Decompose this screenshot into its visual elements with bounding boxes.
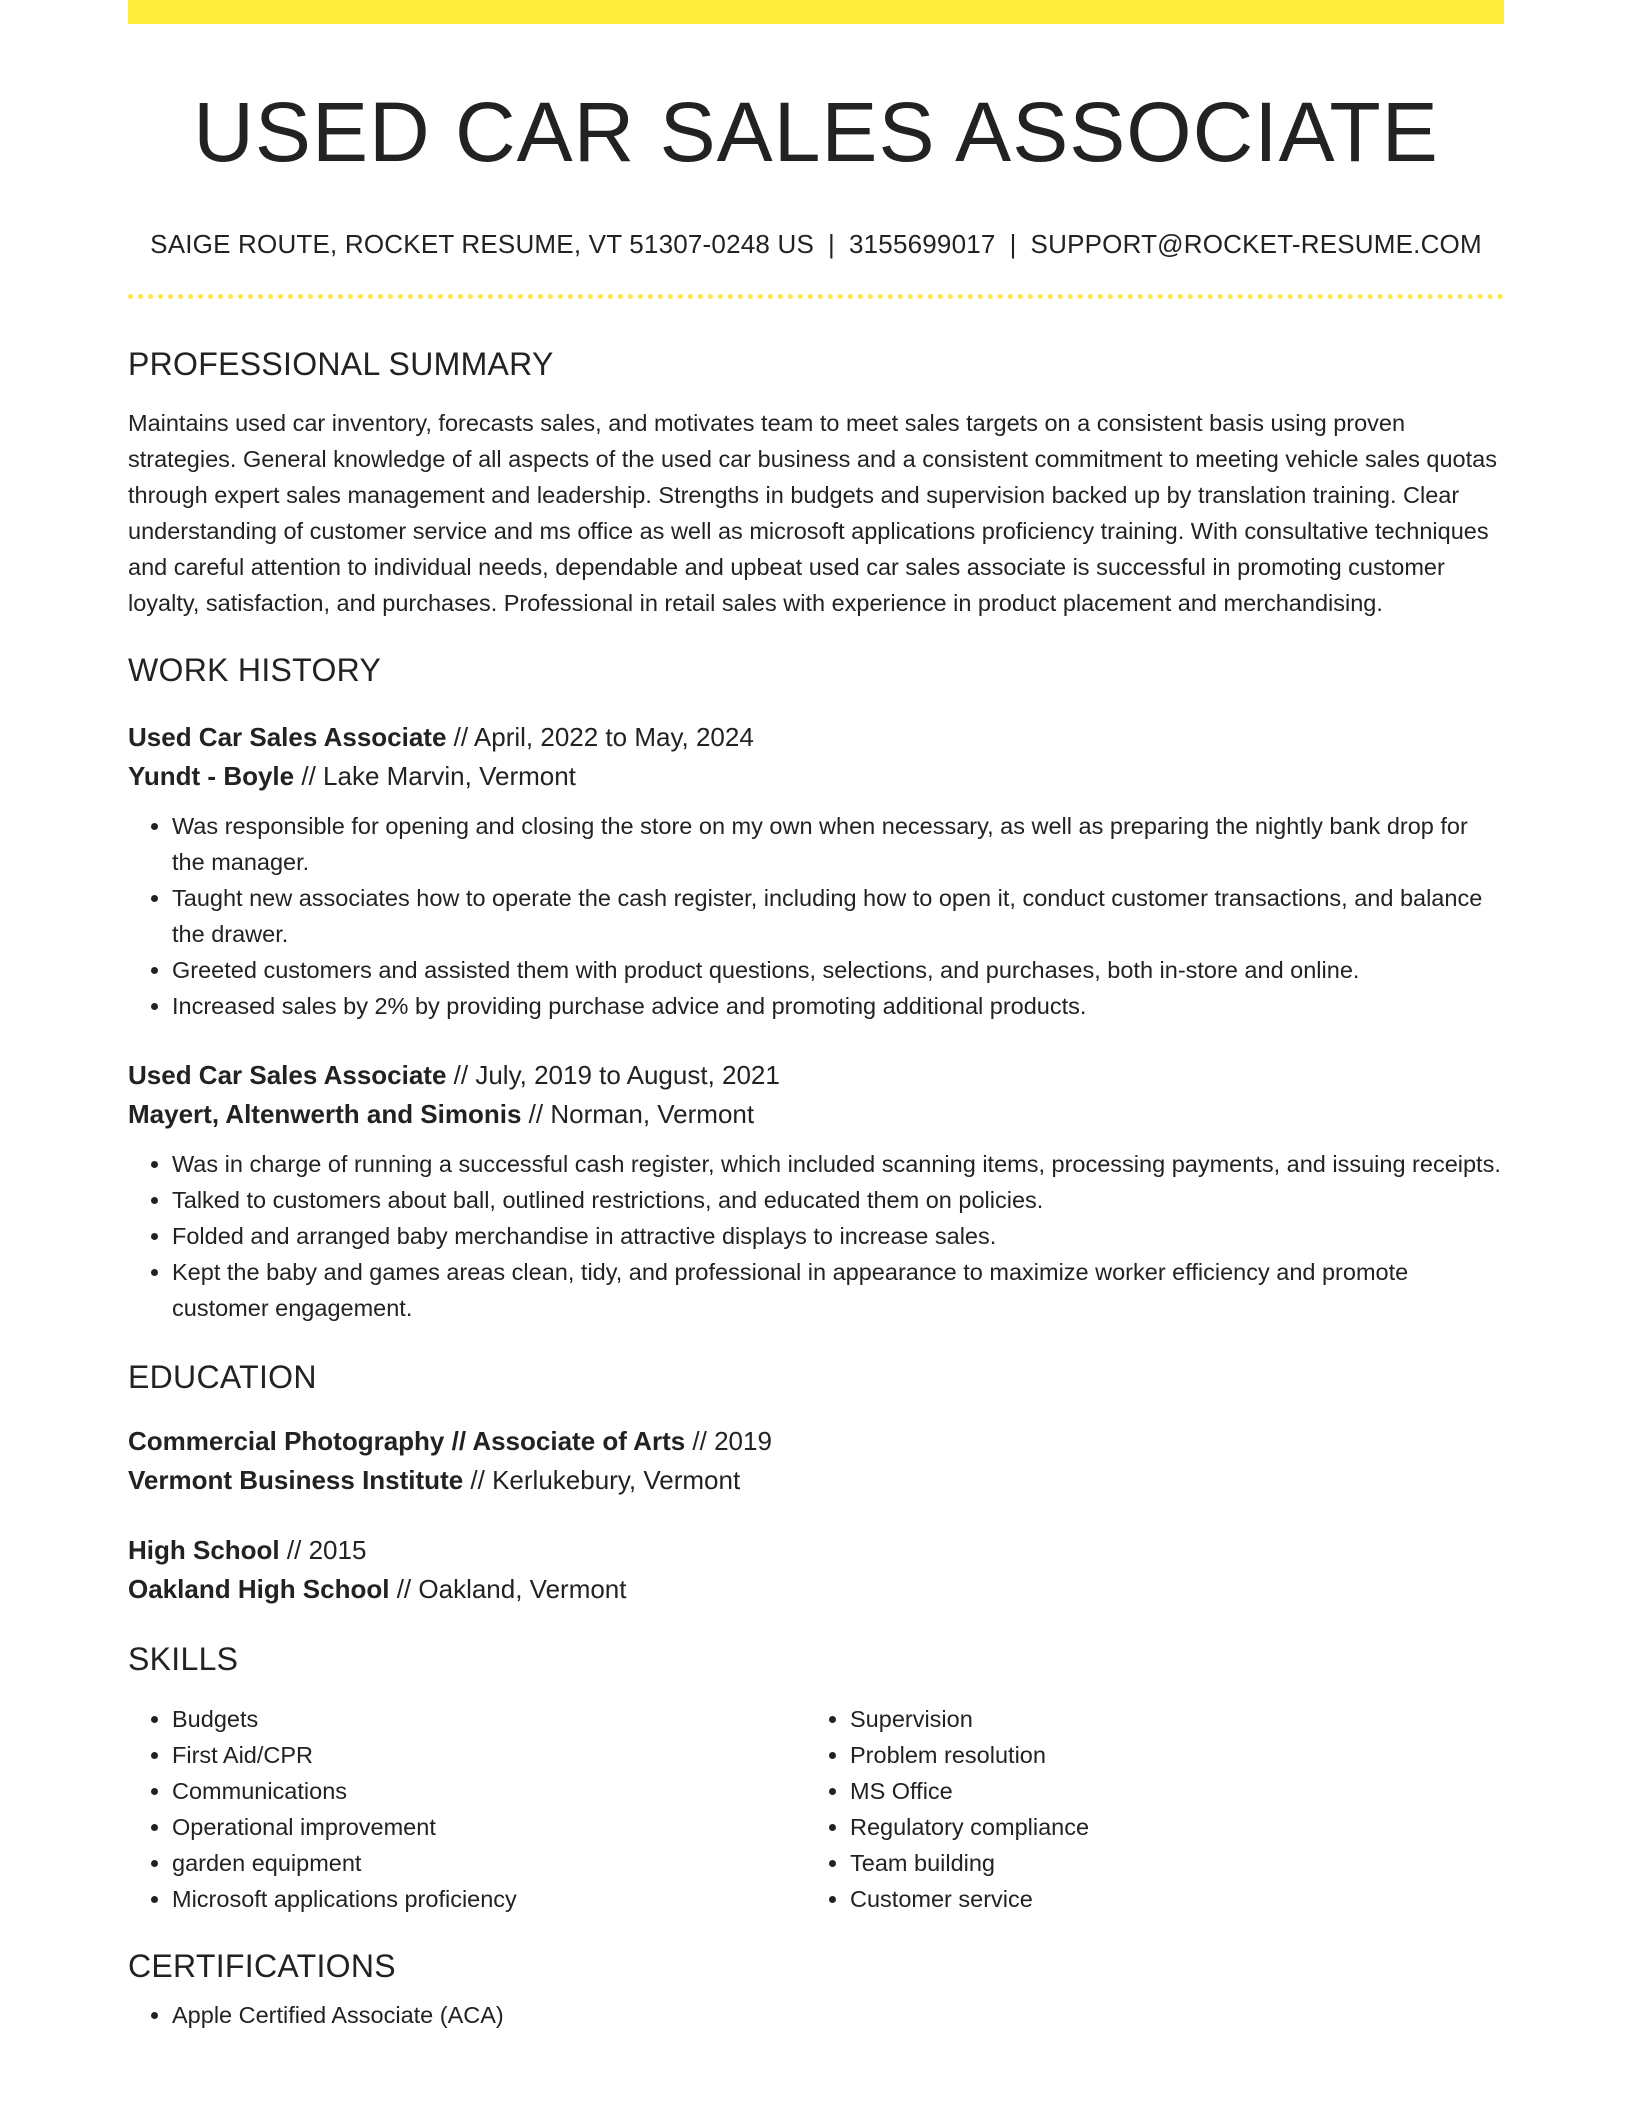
contact-phone: 3155699017 (848, 228, 996, 259)
job-location: // Norman, Vermont (521, 1098, 755, 1129)
job-header (128, 718, 1504, 796)
education-degree: High School (128, 1535, 280, 1566)
job-bullet: • Talked to customers about ball, outlined restrictions, and educated them on policies. (172, 1182, 1504, 1218)
skill-item: • Communications (172, 1773, 806, 1809)
job-entry (128, 1056, 1504, 1326)
work-history-heading: WORK HISTORY (128, 652, 382, 689)
education-heading: EDUCATION (128, 1358, 317, 1395)
education-entry (128, 1531, 1504, 1608)
job-bullet: • Greeted customers and assisted them with product questions, selections, and purchases, both in-store and online. (172, 952, 1504, 988)
job-bullet: • Was in charge of running a successful cash register, which included scanning items, processing payments, and issuing receipts. (172, 1146, 1504, 1182)
job-bullet: • Taught new associates how to operate the cash register, including how to open it, conduct customer transactions, and balance the drawer. (172, 880, 1504, 952)
contact-address: SAIGE ROUTE, ROCKET RESUME, VT 51307-0248 US (150, 228, 814, 259)
education-school: Vermont Business Institute (128, 1464, 464, 1495)
skills-list-right (806, 1701, 1484, 1917)
skill-item: • Supervision (850, 1701, 1484, 1737)
job-bullet: • Folded and arranged baby merchandise in attractive displays to increase sales. (172, 1218, 1504, 1254)
skill-item: • Customer service (850, 1881, 1484, 1917)
education-school: Oakland High School (128, 1573, 390, 1604)
education-year: // 2015 (279, 1535, 367, 1566)
skill-item: • Regulatory compliance (850, 1809, 1484, 1845)
certifications-section (128, 1947, 1504, 2033)
education-year: // 2019 (685, 1426, 772, 1457)
job-location: // Lake Marvin, Vermont (294, 760, 576, 791)
contact-email: SUPPORT@ROCKET-RESUME.COM (1030, 228, 1482, 259)
skill-item: • Microsoft applications proficiency (172, 1881, 806, 1917)
summary-heading: PROFESSIONAL SUMMARY (128, 345, 554, 382)
resume-page (128, 0, 1504, 2033)
skills-list-left (128, 1701, 806, 1917)
skill-item: • garden equipment (172, 1845, 806, 1881)
job-bullets (128, 1146, 1504, 1326)
skill-item: • MS Office (850, 1773, 1484, 1809)
certifications-list (128, 1997, 1504, 2033)
skill-item: • First Aid/CPR (172, 1737, 806, 1773)
job-bullet: • Increased sales by 2% by providing purchase advice and promoting additional products. (172, 988, 1504, 1024)
skill-item: • Operational improvement (172, 1809, 806, 1845)
skills-heading: SKILLS (128, 1641, 239, 1678)
certification-item: • Apple Certified Associate (ACA) (172, 1997, 1504, 2033)
resume-title: USED CAR SALES ASSOCIATE (193, 85, 1439, 179)
contact-separator: | (1009, 228, 1017, 259)
job-bullets (128, 808, 1504, 1024)
education-location: // Oakland, Vermont (389, 1573, 627, 1604)
skill-item: • Budgets (172, 1701, 806, 1737)
education-location: // Kerlukebury, Vermont (463, 1464, 741, 1495)
work-history-section (128, 651, 1504, 1325)
skills-columns (128, 1701, 1504, 1917)
education-degree: Commercial Photography // Associate of Arts (128, 1426, 686, 1457)
contact-separator: | (828, 228, 835, 259)
skill-item: • Team building (850, 1845, 1484, 1881)
accent-bar (128, 0, 1504, 24)
summary-text: Maintains used car inventory, forecasts sales, and motivates team to meet sales targets on a consistent basis using proven strategies. General knowledge of all aspects of the used car business and a consistent commitment to meeting vehicle sales quotas through expert sales management and leadership. Strengths in budgets and supervision backed up by translation training. Clear understanding of customer service and ms office as well as microsoft applications proficiency training. With consultative techniques and careful attention to individual needs, dependable and upbeat used car sales associate is successful in promoting customer loyalty, satisfaction, and purchases. Professional in retail sales with experience in product placement and merchandising. (128, 410, 1497, 617)
job-dates: // July, 2019 to August, 2021 (446, 1059, 780, 1090)
job-company: Yundt - Boyle (128, 760, 295, 791)
dotted-divider (128, 294, 1504, 299)
certifications-heading: CERTIFICATIONS (128, 1947, 396, 1984)
job-header (128, 1056, 1504, 1134)
education-section (128, 1358, 1504, 1608)
contact-line (128, 229, 1504, 260)
summary-section (128, 345, 1504, 621)
job-title: Used Car Sales Associate (128, 721, 447, 752)
skills-section (128, 1640, 1504, 1916)
job-bullet: • Was responsible for opening and closing the store on my own when necessary, as well as preparing the nightly bank drop for the manager. (172, 808, 1504, 880)
job-entry (128, 718, 1504, 1024)
job-dates: // April, 2022 to May, 2024 (446, 721, 754, 752)
skill-item: • Problem resolution (850, 1737, 1484, 1773)
job-bullet: • Kept the baby and games areas clean, tidy, and professional in appearance to maximize worker efficiency and promote customer engagement. (172, 1254, 1504, 1326)
education-entry (128, 1422, 1504, 1499)
job-company: Mayert, Altenwerth and Simonis (128, 1098, 522, 1129)
job-title: Used Car Sales Associate (128, 1059, 447, 1090)
